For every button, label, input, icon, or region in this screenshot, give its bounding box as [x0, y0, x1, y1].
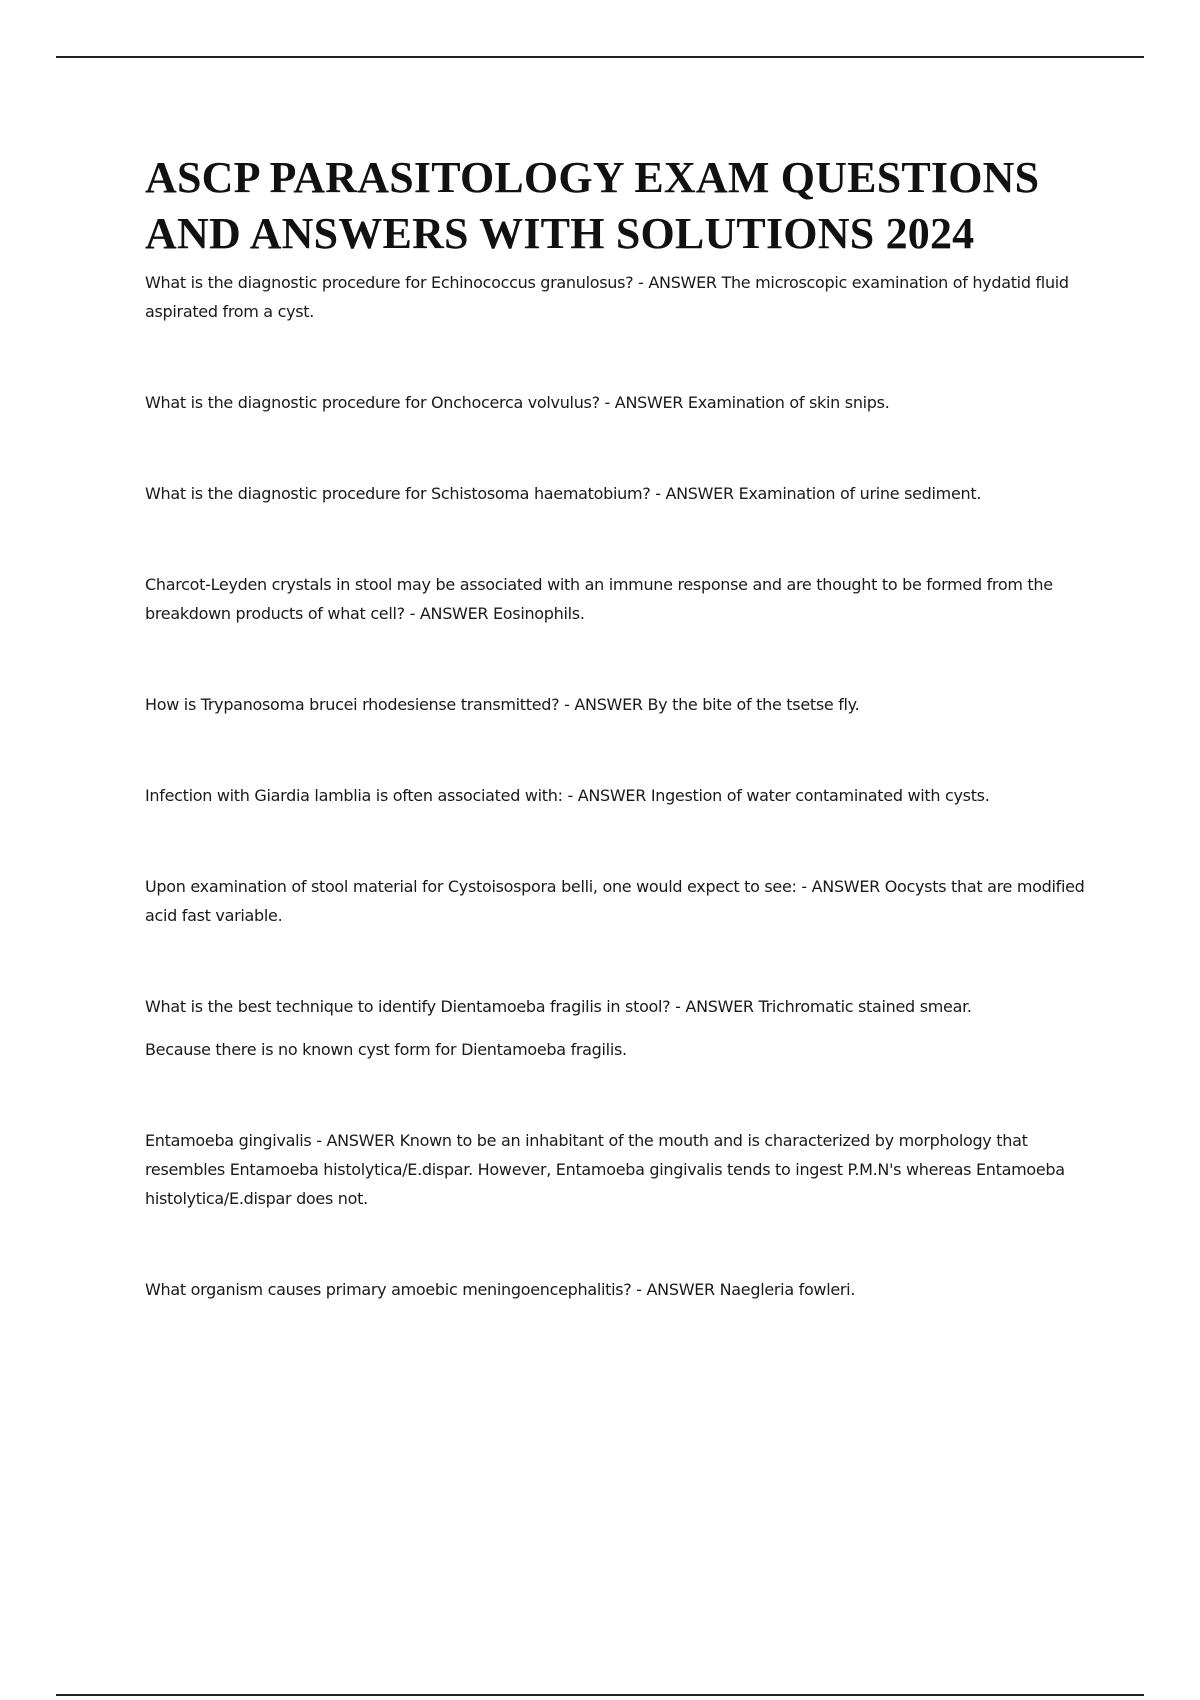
- qa-item: [145, 1275, 1085, 1304]
- qa-item: [145, 1126, 1085, 1213]
- qa-item: [145, 570, 1085, 628]
- qa-item: [145, 992, 1085, 1064]
- document-title: ASCP PARASITOLOGY EXAM QUESTIONS AND ANSWERS WITH SOLUTIONS 2024: [145, 153, 1040, 258]
- qa-item: [145, 781, 1085, 810]
- qa-text: What is the diagnostic procedure for Echinococcus granulosus? - ANSWER The microscopic examination of hydatid fluid aspirated from a cyst.: [145, 273, 1069, 321]
- qa-item: [145, 388, 1085, 417]
- qa-item: [145, 268, 1085, 326]
- qa-text: What is the diagnostic procedure for Schistosoma haematobium? - ANSWER Examination of urine sediment.: [145, 484, 982, 503]
- qa-text: Charcot-Leyden crystals in stool may be associated with an immune response and are thought to be formed from the breakdown products of what cell? - ANSWER Eosinophils.: [145, 575, 1053, 623]
- qa-item: [145, 872, 1085, 930]
- qa-text: What is the diagnostic procedure for Onchocerca volvulus? - ANSWER Examination of skin snips.: [145, 393, 890, 412]
- qa-text: Infection with Giardia lamblia is often associated with: - ANSWER Ingestion of water contaminated with cysts.: [145, 786, 990, 805]
- top-rule: [56, 56, 1144, 58]
- qa-text: What organism causes primary amoebic meningoencephalitis? - ANSWER Naegleria fowleri.: [145, 1280, 856, 1299]
- qa-text: How is Trypanosoma brucei rhodesiense transmitted? - ANSWER By the bite of the tsetse fly.: [145, 695, 860, 714]
- qa-item: [145, 690, 1085, 719]
- qa-note: Because there is no known cyst form for Dientamoeba fragilis.: [145, 1040, 627, 1059]
- document-body: [145, 150, 1085, 1366]
- qa-text: Upon examination of stool material for Cystoisospora belli, one would expect to see: - ANSWER Oocysts that are modified acid fast variable.: [145, 877, 1085, 925]
- qa-text: Entamoeba gingivalis - ANSWER Known to be an inhabitant of the mouth and is characterized by morphology that resembles Entamoeba histolytica/E.dispar. However, Entamoeba gingivalis tends to ingest P.M.N's whereas Entamoeba histolytica/E.dispar does not.: [145, 1131, 1065, 1208]
- qa-item: [145, 479, 1085, 508]
- qa-text: What is the best technique to identify Dientamoeba fragilis in stool? - ANSWER Trichromatic stained smear.: [145, 997, 972, 1016]
- bottom-rule: [56, 1694, 1144, 1696]
- qa-list: [145, 268, 1085, 1304]
